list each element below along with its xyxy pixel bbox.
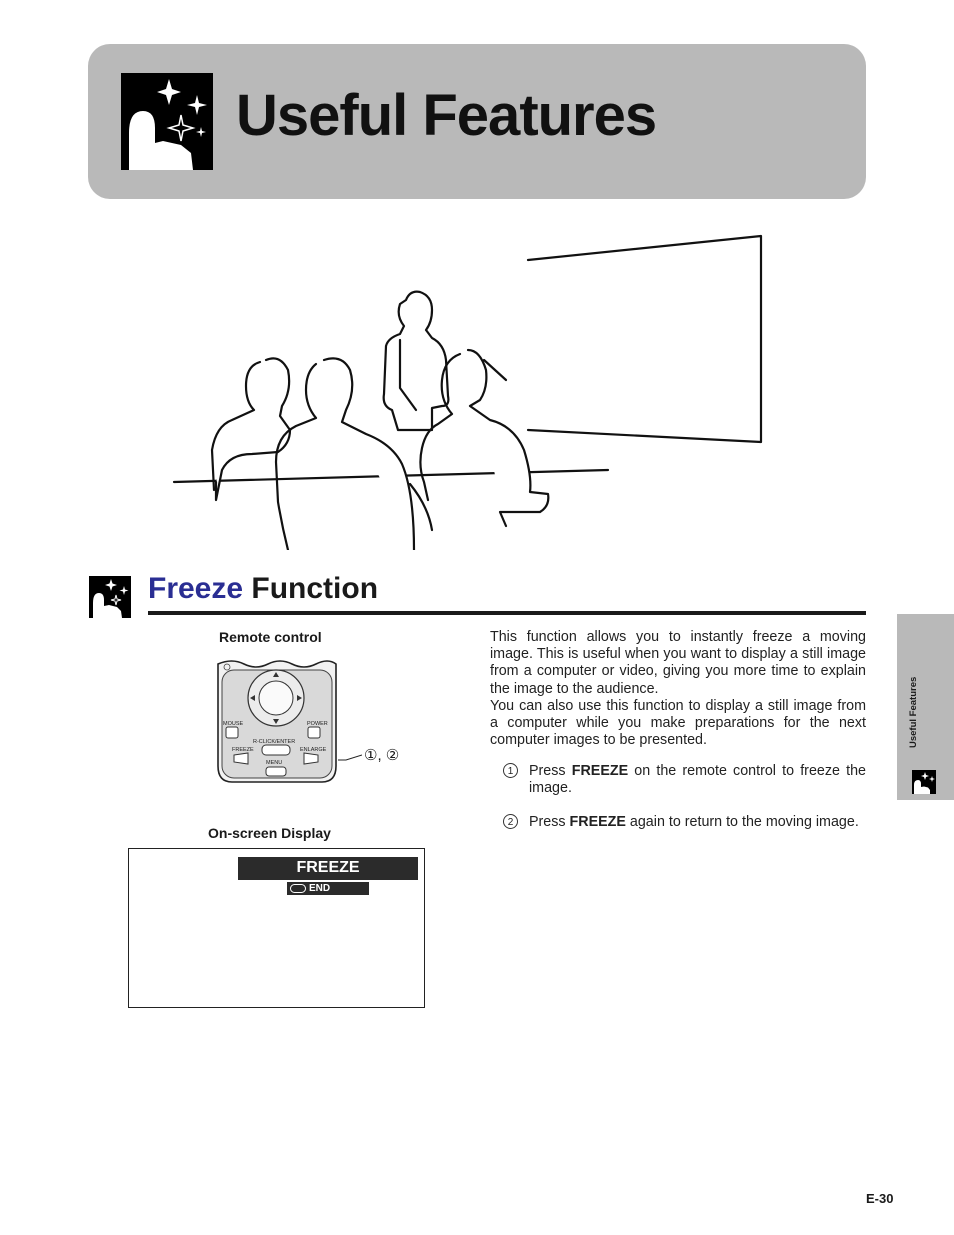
osd-button-icon [290, 884, 306, 893]
step-number: 2 [503, 814, 518, 829]
freeze-button-label: FREEZE [232, 747, 254, 753]
osd-end-label: END [309, 883, 331, 894]
section-title-rest: Function [243, 572, 379, 605]
chapter-side-label: Useful Features [908, 676, 919, 748]
step-text-post: again to return to the moving image. [625, 814, 859, 830]
page-title: Useful Features [236, 83, 657, 148]
description-paragraph: This function allows you to instantly freeze a moving image. This is useful when you want to display a still image from a computer or video, giving you more time to explain the image to the audience. [490, 629, 866, 697]
on-screen-display-caption: On-screen Display [208, 825, 331, 841]
sparkle-hand-icon [89, 576, 131, 618]
section-rule [148, 611, 866, 615]
step-item [490, 763, 866, 797]
menu-button-label: MENU [266, 760, 283, 766]
remote-control-illustration [212, 656, 342, 786]
description-paragraph: You can also use this function to display a still image from a computer while you make preparations for the next computer images to be presented. [490, 697, 866, 749]
r-click-enter-label: R-CLICK/ENTER [253, 739, 296, 745]
section-title [148, 570, 378, 608]
power-button-label: POWER [307, 721, 328, 727]
presentation-illustration [170, 230, 790, 550]
osd-end-hint [287, 882, 369, 895]
step-callout: ①, ② [364, 747, 400, 764]
section-title-highlight: Freeze [148, 572, 244, 605]
mouse-button-label: MOUSE [223, 721, 244, 727]
step-number: 1 [503, 763, 518, 778]
enlarge-button-label: ENLARGE [300, 747, 327, 753]
callout-line [338, 747, 362, 763]
step-item [490, 814, 866, 831]
step-text-bold: FREEZE [569, 814, 626, 830]
osd-freeze-banner: FREEZE [238, 857, 418, 880]
page-number: E-30 [866, 1191, 894, 1206]
step-text-pre: Press [529, 763, 572, 779]
step-text-bold: FREEZE [571, 763, 629, 779]
step-text-post: on the remote control to freeze the image. [529, 763, 866, 797]
step-text-pre: Press [529, 814, 570, 830]
sparkle-hand-icon [121, 73, 213, 170]
description-text [490, 629, 866, 749]
sparkle-hand-icon [912, 770, 936, 794]
remote-control-caption: Remote control [219, 629, 322, 645]
